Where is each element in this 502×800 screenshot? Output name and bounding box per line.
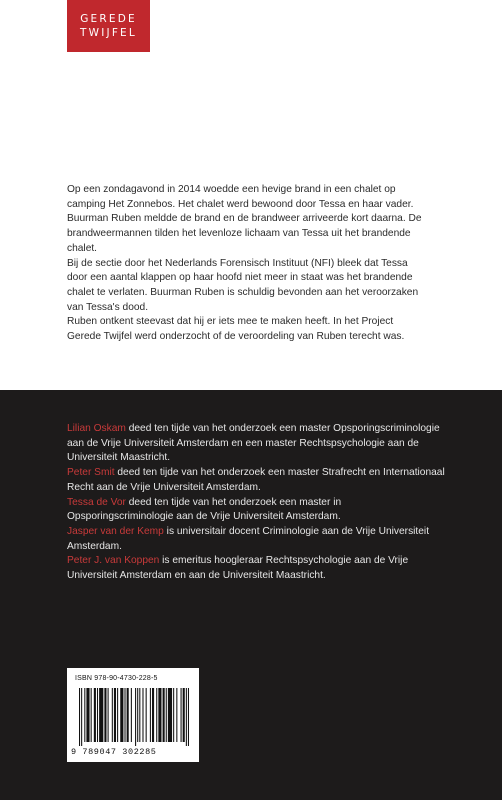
barcode-bar: [158, 688, 161, 742]
logo-line-1: GEREDE: [80, 13, 137, 25]
barcode-bar: [99, 688, 103, 742]
barcode-digits: 9 789047 302285: [71, 747, 157, 757]
barcode-bar: [84, 688, 85, 742]
barcode-bar: [173, 688, 174, 742]
author-description: deed ten tijde van het onderzoek een master in Opsporingscriminologie aan de Vrije Universiteit Amsterdam.: [67, 496, 342, 523]
barcode-bar: [146, 688, 147, 742]
blurb-paragraph: Op een zondagavond in 2014 woedde een hevige brand in een chalet op camping Het Zonnebos. Het chalet werd bewoond door Tessa en haar vader. Buurman Ruben meldde de brand en de brandweer arriveerde kort daarna. De brandweermannen tilden het levenloze lichaam van Tessa uit het brandende chalet.: [67, 184, 422, 254]
barcode-bar: [124, 688, 125, 742]
barcode-bar: [142, 688, 143, 742]
barcode-bar: [79, 688, 80, 746]
blurb-paragraph: Bij de sectie door het Nederlands Forensisch Instituut (NFI) bleek dat Tessa door een aantal klappen op haar hoofd niet meer in staat was het brandende chalet te verlaten. Buurman Ruben is schuldig bevonden aan het veroorzaken van Tessa's dood.: [67, 257, 419, 313]
barcode-bar: [104, 688, 106, 742]
author-name: Tessa de Vor: [67, 496, 126, 508]
barcode-bar: [186, 688, 187, 746]
barcode-bar: [150, 688, 151, 742]
series-logo: [67, 0, 150, 52]
barcode-bar: [86, 688, 89, 742]
barcode-bar: [108, 688, 109, 742]
author-bio: [67, 422, 447, 466]
blurb-paragraph: Ruben ontkent steevast dat hij er iets mee te maken heeft. In het Project Gerede Twijfel werd onderzocht of de veroordeling van Ruben terecht was.: [67, 316, 405, 343]
barcode-bar: [137, 688, 138, 742]
barcode-bar: [166, 688, 167, 742]
cover-top-section: [0, 0, 502, 390]
back-cover-blurb: [67, 183, 427, 345]
author-name: Peter Smit: [67, 467, 115, 479]
isbn-barcode: [67, 668, 199, 762]
author-bio: [67, 525, 447, 554]
isbn-label: ISBN 978-90-4730-228-5: [75, 675, 158, 682]
logo-line-2: TWIJFEL: [80, 27, 137, 39]
barcode-bar: [152, 688, 154, 742]
author-name: Lilian Oskam: [67, 423, 126, 434]
author-description: deed ten tijde van het onderzoek een master Strafrecht en Internationaal Recht aan de Vrije Universiteit Amsterdam.: [67, 467, 445, 493]
barcode-bar: [135, 688, 136, 746]
barcode-bar: [176, 688, 177, 742]
barcode-bar: [181, 688, 182, 742]
author-name: Jasper van der Kemp: [67, 525, 164, 537]
barcode-bar: [94, 688, 96, 742]
author-description: is emeritus hoogleraar Rechtspsychologie aan de Vrije Universiteit Amsterdam en aan de Universiteit Maastricht.: [67, 555, 409, 582]
barcode-bar: [97, 688, 98, 742]
author-bio: [67, 496, 447, 525]
barcode-bar: [188, 688, 189, 746]
barcode-bar: [168, 688, 172, 742]
author-description: deed ten tijde van het onderzoek een master Opsporingscriminologie aan de Vrije Universiteit Amsterdam en een master Rechtspsychologie aan de Universiteit Maastricht.: [67, 423, 440, 464]
barcode-bar: [131, 688, 132, 742]
author-name: Peter J. van Koppen: [67, 555, 160, 567]
barcode-bar: [139, 688, 140, 742]
barcode-bar: [156, 688, 157, 742]
barcode-bar: [127, 688, 129, 742]
author-bio: [67, 466, 447, 495]
barcode-bars: [79, 688, 189, 746]
barcode-bar: [120, 688, 123, 742]
barcode-bar: [114, 688, 116, 742]
barcode-bar: [81, 688, 82, 746]
author-description: is universitair docent Criminologie aan de Vrije Universiteit Amsterdam.: [67, 525, 430, 552]
barcode-bar: [163, 688, 165, 742]
barcode-bar: [112, 688, 113, 742]
author-bio: [67, 554, 447, 583]
barcode-bar: [117, 688, 118, 742]
barcode-bar: [91, 688, 92, 742]
barcode-bar: [183, 688, 185, 742]
author-bios: [67, 422, 447, 584]
